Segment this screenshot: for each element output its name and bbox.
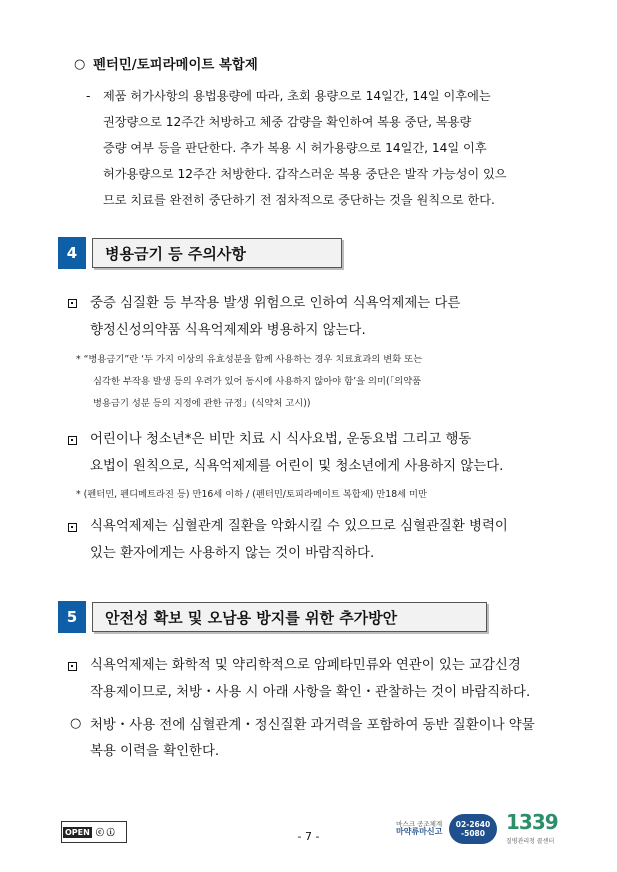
footnote-line: 병용금기 성분 등의 지정에 관한 규정」(식약처 고시)) bbox=[93, 398, 311, 409]
dash-marker: - bbox=[86, 89, 91, 103]
paragraph-line: 있는 환자에게는 사용하지 않는 것이 바람직하다. bbox=[90, 546, 375, 561]
square-bullet-icon bbox=[68, 299, 77, 308]
section-number: 5 bbox=[58, 601, 86, 633]
footnote-line: 심각한 부작용 발생 등의 우려가 있어 동시에 사용하지 않아야 함’을 의미(「의약품 bbox=[93, 376, 422, 387]
paragraph-line: 허가용량으로 12주간 처방한다. 갑작스러운 복용 중단은 발작 가능성이 있으 bbox=[103, 167, 507, 181]
phone-badge bbox=[449, 814, 497, 844]
section-number: 4 bbox=[58, 237, 86, 269]
report-campaign bbox=[396, 820, 442, 836]
paragraph-line: 므로 치료를 완전히 중단하기 전 점차적으로 중단하는 것을 원칙으로 한다. bbox=[103, 193, 495, 207]
open-label: OPEN bbox=[65, 827, 90, 837]
paragraph-line: 향정신성의약품 식욕억제제와 병용하지 않는다. bbox=[90, 323, 366, 338]
paragraph-line: 처방・사용 전에 심혈관계・정신질환 과거력을 포함하여 동반 질환이나 약물 bbox=[90, 718, 535, 733]
paragraph-line: 식욕억제제는 화학적 및 약리학적으로 암페타민류와 연관이 있는 교감신경 bbox=[90, 658, 521, 673]
report-line: 마스크 공조체계 bbox=[396, 820, 443, 828]
phone-line: -5080 bbox=[461, 829, 485, 838]
hotline-caption: 질병관리청 콜센터 bbox=[506, 838, 555, 845]
section-title: 병용금기 등 주의사항 bbox=[92, 238, 342, 268]
paragraph-line: 식욕억제제는 심혈관계 질환을 악화시킬 수 있으므로 심혈관질환 병력이 bbox=[90, 519, 508, 534]
hotline-logo: 1339 bbox=[506, 810, 558, 834]
paragraph-line: 어린이나 청소년*은 비만 치료 시 식사요법, 운동요법 그리고 행동 bbox=[90, 432, 472, 447]
footnote-line: * (펜터민, 펜디메트라진 등) 만16세 이하 / (펜터민/토피라메이트 복합제) 만18세 미만 bbox=[76, 489, 428, 500]
paragraph-line: 복용 이력을 확인한다. bbox=[90, 744, 220, 759]
square-bullet-icon bbox=[68, 523, 77, 532]
square-bullet-icon bbox=[68, 436, 77, 445]
report-line: 마약류마신고 bbox=[396, 827, 443, 836]
paragraph-line: 중증 심질환 등 부작용 발생 위험으로 인하여 식욕억제제는 다른 bbox=[90, 296, 461, 311]
paragraph-line: 제품 허가사항의 용법용량에 따라, 초회 용량으로 14일간, 14일 이후에는 bbox=[103, 89, 491, 103]
square-bullet-icon bbox=[68, 662, 77, 671]
phone-line: 02-2640 bbox=[455, 820, 491, 829]
paragraph-line: 권장량으로 12주간 처방하고 체중 감량을 확인하여 복용 중단, 복용량 bbox=[103, 115, 472, 129]
section-title: 안전성 확보 및 오남용 방지를 위한 추가방안 bbox=[92, 602, 487, 632]
paragraph-line: 증량 여부 등을 판단한다. 추가 복용 시 허가용량으로 14일간, 14일 이후 bbox=[103, 141, 487, 155]
license-icon: ⓒ ⓘ bbox=[95, 827, 115, 837]
paragraph-line: 작용제이므로, 처방・사용 시 아래 사항을 확인・관찰하는 것이 바람직하다. bbox=[90, 685, 531, 700]
circle-bullet-icon: ○ bbox=[74, 57, 86, 72]
footnote-line: * “병용금기”란 ‘두 가지 이상의 유효성분을 함께 사용하는 경우 치료효과의 변화 또는 bbox=[76, 354, 423, 365]
paragraph-line: 요법이 원칙으로, 식욕억제제를 어린이 및 청소년에게 사용하지 않는다. bbox=[90, 459, 504, 474]
item-title: 펜터민/토피라메이트 복합제 bbox=[93, 58, 258, 73]
page-number: - 7 - bbox=[297, 830, 320, 843]
circle-bullet-icon: ○ bbox=[70, 716, 82, 731]
